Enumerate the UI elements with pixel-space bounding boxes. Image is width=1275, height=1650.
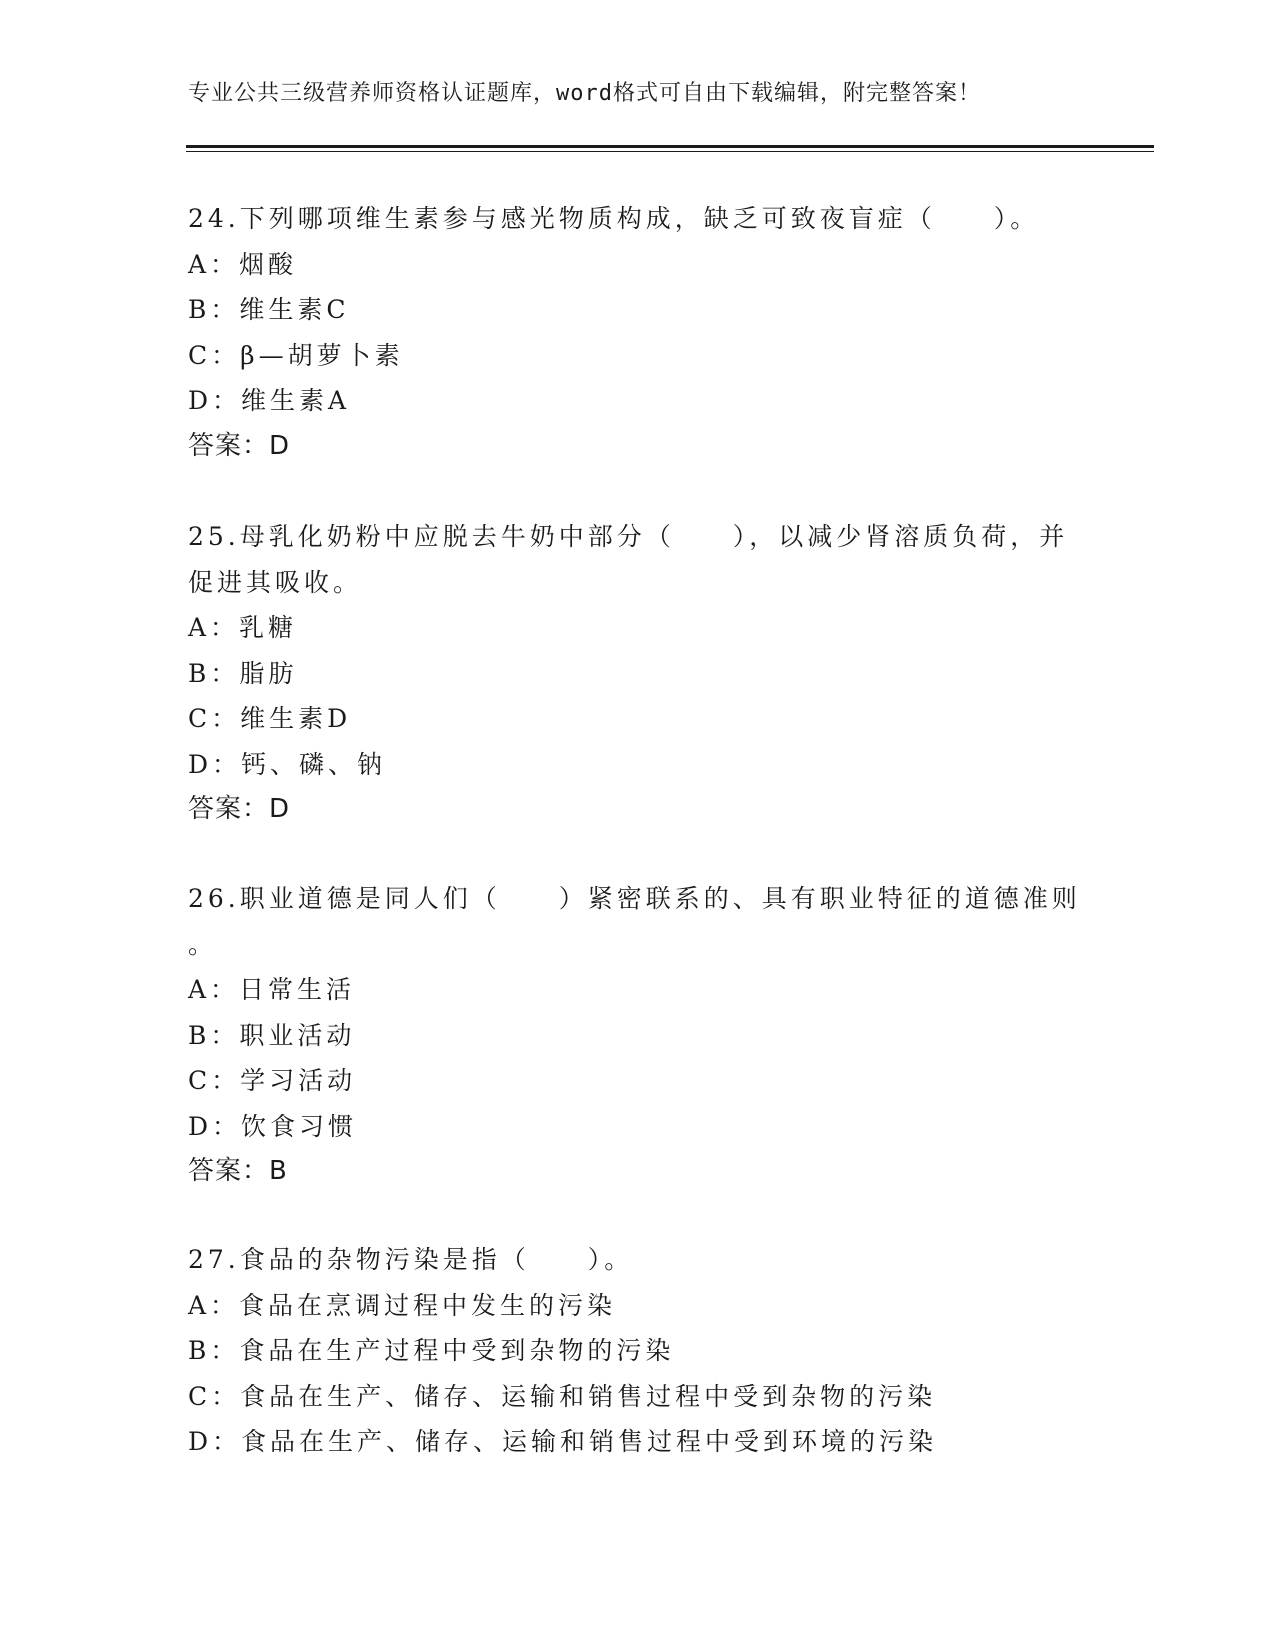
option-b: B：食品在生产过程中受到杂物的污染 <box>188 1336 675 1365</box>
option-a: A：日常生活 <box>188 975 356 1004</box>
answer-line: 答案：B <box>188 1156 288 1186</box>
option-a: A：烟酸 <box>188 249 298 279</box>
option-c: C：β—胡萝卜素 <box>188 340 404 370</box>
option-d: D：维生素A <box>188 386 351 415</box>
option-c: C：维生素D <box>188 704 352 733</box>
question-24 <box>188 196 1088 469</box>
option-d: D：食品在生产、储存、运输和销售过程中受到环境的污染 <box>188 1427 938 1456</box>
question-stem: 26.职业道德是同人们（ ）紧密联系的、具有职业特征的道德准则 <box>188 884 1081 913</box>
option-b: B：脂肪 <box>188 658 298 688</box>
answer-line: 答案：D <box>188 430 291 461</box>
header-rule-thin <box>186 151 1154 152</box>
question-stem-continued: 促进其吸收。 <box>188 567 363 597</box>
option-c: C：学习活动 <box>188 1066 357 1095</box>
option-a: A：食品在烹调过程中发生的污染 <box>188 1290 617 1320</box>
option-c: C：食品在生产、储存、运输和销售过程中受到杂物的污染 <box>188 1381 937 1411</box>
header-rule-thick <box>186 145 1154 148</box>
question-26 <box>188 876 1088 1195</box>
question-stem: 27.食品的杂物污染是指（ ）。 <box>188 1245 634 1274</box>
question-stem: 25.母乳化奶粉中应脱去牛奶中部分（ ），以减少肾溶质负荷，并 <box>188 522 1069 551</box>
question-stem-continued: 。 <box>188 929 218 959</box>
option-d: D：钙、磷、钠 <box>188 749 387 779</box>
question-25 <box>188 514 1088 833</box>
question-27 <box>188 1237 1088 1465</box>
option-d: D：饮食习惯 <box>188 1111 358 1141</box>
page-header: 专业公共三级营养师资格认证题库，word格式可自由下载编辑，附完整答案！ <box>188 81 981 106</box>
option-a: A：乳糖 <box>188 613 298 642</box>
answer-line: 答案：D <box>188 794 291 824</box>
option-b: B：维生素C <box>188 295 350 324</box>
option-b: B：职业活动 <box>188 1020 356 1050</box>
question-stem: 24.下列哪项维生素参与感光物质构成，缺乏可致夜盲症（ ）。 <box>188 204 1040 233</box>
